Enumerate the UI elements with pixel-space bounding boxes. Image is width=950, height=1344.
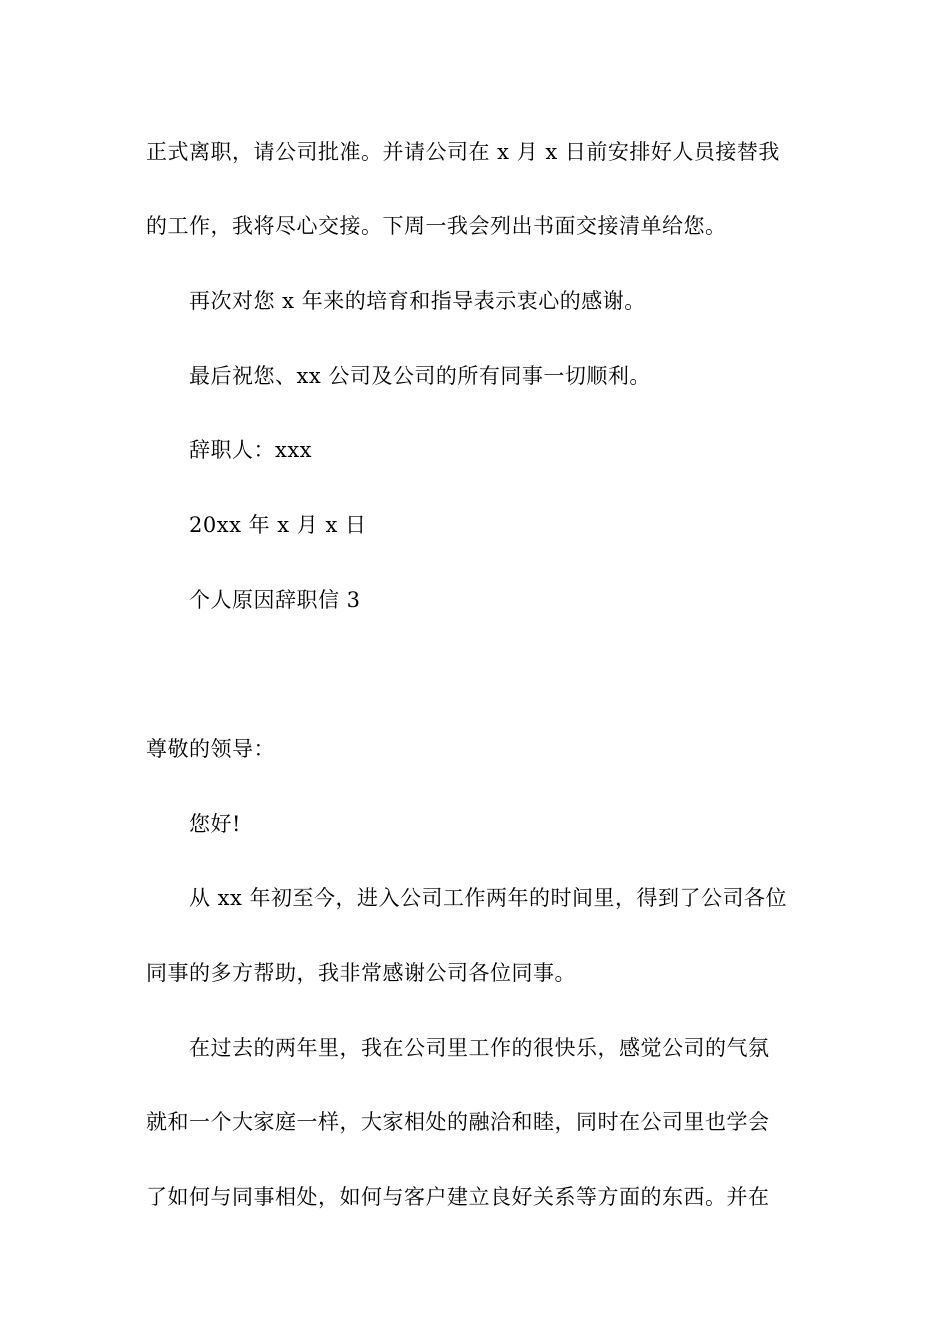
signature-line: 辞职人：xxx bbox=[189, 438, 313, 462]
paragraph-line: 了如何与同事相处，如何与客户建立良好关系等方面的东西。并在 bbox=[146, 1185, 770, 1209]
salutation: 尊敬的领导： bbox=[146, 737, 275, 761]
paragraph-line: 的工作，我将尽心交接。下周一我会列出书面交接清单给您。 bbox=[146, 214, 727, 238]
greeting: 您好! bbox=[189, 812, 241, 836]
paragraph-line: 最后祝您、xx 公司及公司的所有同事一切顺利。 bbox=[189, 364, 651, 388]
date-line: 20xx 年 x 月 x 日 bbox=[189, 513, 367, 537]
paragraph-line: 同事的多方帮助，我非常感谢公司各位同事。 bbox=[146, 961, 576, 985]
paragraph-line: 就和一个大家庭一样，大家相处的融洽和睦，同时在公司里也学会 bbox=[146, 1110, 770, 1134]
paragraph-line: 再次对您 x 年来的培育和指导表示衷心的感谢。 bbox=[189, 289, 646, 313]
paragraph-line: 从 xx 年初至今，进入公司工作两年的时间里，得到了公司各位 bbox=[189, 886, 788, 910]
paragraph-line: 正式离职，请公司批准。并请公司在 x 月 x 日前安排好人员接替我 bbox=[146, 140, 780, 164]
paragraph-line: 在过去的两年里，我在公司里工作的很快乐，感觉公司的气氛 bbox=[189, 1036, 770, 1060]
section-title: 个人原因辞职信 3 bbox=[189, 588, 361, 612]
